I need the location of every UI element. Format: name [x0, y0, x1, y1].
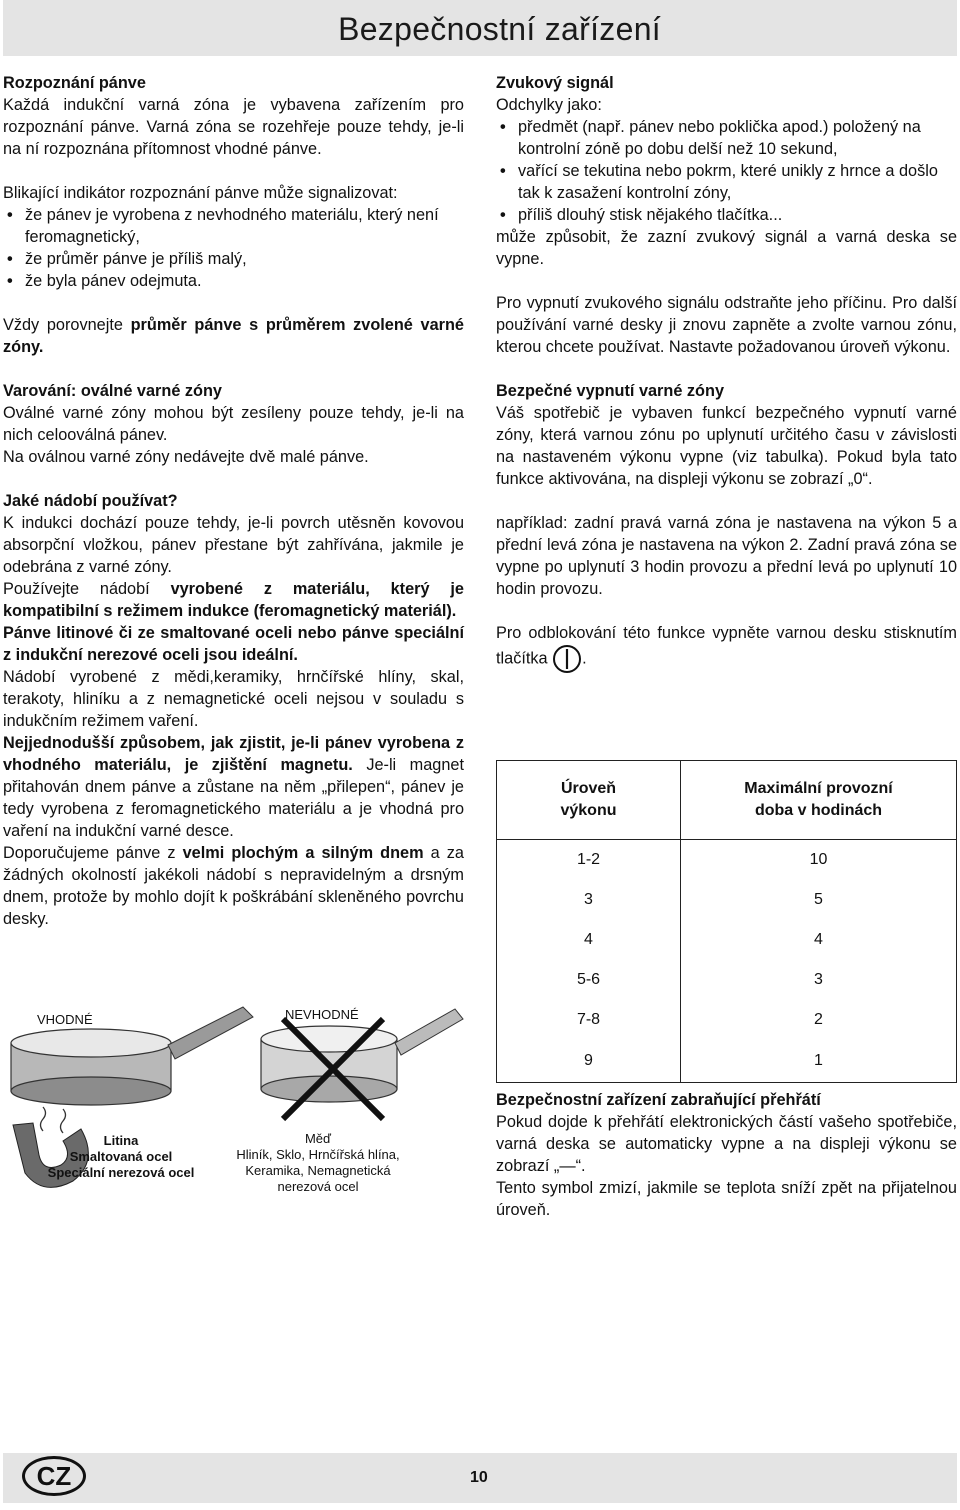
compare-pre: Vždy porovnejte [3, 316, 131, 334]
list-item: • předmět (např. pánev nebo poklička apod.) položený na kontrolní zóně po dobu delší než 10 sekund, [496, 116, 957, 160]
pan-detect-title: Rozpoznání pánve [3, 74, 146, 92]
material-item: Hliník, Sklo, Hrnčířská hlína, [236, 1147, 400, 1162]
oval-text-1: Oválné varné zóny mohou být zesíleny pouze tehdy, je-li na nich celooválná pánev. [3, 404, 464, 444]
cookware-title: Jaké nádobí používat? [3, 492, 178, 510]
cookware-use [3, 578, 464, 622]
unlock-post: . [582, 649, 587, 668]
list-item: • že byla pánev odejmuta. [3, 270, 464, 292]
blink-list [3, 204, 464, 292]
suitable-materials [33, 1133, 209, 1181]
oval-title: Varování: oválné varné zóny [3, 382, 222, 400]
sound-title: Zvukový signál [496, 74, 614, 92]
blink-intro: Blikající indikátor rozpoznání pánve může signalizovat: [3, 184, 398, 202]
material-item: Speciální nerezová ocel [47, 1165, 195, 1180]
oval-text-2: Na oválnou varné zóny nedávejte dvě malé pánve. [3, 448, 369, 466]
safety-text: Váš spotřebič je vybaven funkcí bezpečného vypnutí varné zóny, která varnou zónu po uplynutí určitého času v závislosti na nastaveném výkonu vypne (viz tabulka). Pokud byla tato funkce aktivována, na displeji výkonu se zobrazí „0“. [496, 404, 957, 488]
power-button-icon [552, 644, 582, 674]
magnet-bold: Nejjednodušší způsobem, jak zjistit, je-li pánev vyrobena z vhodného materiálu, je zjištění magnetu. [3, 734, 464, 774]
list-item: • že průměr pánve je příliš malý, [3, 248, 464, 270]
cookware-cast: Pánve litinové či ze smaltované oceli nebo pánve speciální z indukční nerezové oceli jsou ideální. [3, 624, 464, 664]
table-row: 3 5 [497, 880, 957, 920]
cookware-figure [3, 995, 464, 1195]
material-item: Měď [304, 1131, 332, 1146]
material-item: Keramika, Nemagnetická [245, 1163, 391, 1178]
page-number: 10 [470, 1469, 488, 1486]
unlock-pre: Pro odblokování této funkce vypněte varnou desku stisknutím tlačítka [496, 624, 957, 668]
list-item: • příliš dlouhý stisk nějakého tlačítka... [496, 204, 957, 226]
page-header [3, 0, 957, 56]
overheat-text-2: Tento symbol zmizí, jakmile se teplota sníží zpět na přijatelnou úroveň. [496, 1179, 957, 1219]
power-time-table [496, 760, 957, 1083]
safety-title: Bezpečné vypnutí varné zóny [496, 382, 725, 400]
left-column [3, 72, 464, 930]
magnet-test [3, 732, 464, 842]
unlock-text [496, 622, 957, 674]
cookware-copper: Nádobí vyrobené z mědi,keramiky, hrnčířské hlíny, skal, terakoty, hliníku a z nemagnetické oceli nejsou v souladu s indukčním režimem vaření. [3, 668, 464, 730]
header-power: Úroveň výkonu [497, 761, 681, 840]
flat-bold: velmi plochým a silným dnem [182, 844, 424, 862]
unsuitable-materials [213, 1131, 423, 1195]
cookware-text-1: K indukci dochází pouze tehdy, je-li povrch utěsněn kovovou absorpční vložkou, pánev přestane být zahřívána, jakmile je odebrána z varné zóny. [3, 514, 464, 576]
table-row: 9 1 [497, 1040, 957, 1083]
cookware-use-pre: Používejte nádobí [3, 580, 171, 598]
suitable-pan-icon [11, 1007, 253, 1133]
page-title: Bezpečnostní zařízení [338, 11, 661, 47]
overheat-title: Bezpečnostní zařízení zabraňující přehřátí [496, 1091, 821, 1109]
country-badge: CZ [22, 1456, 86, 1496]
list-item: • že pánev je vyrobena z nevhodného materiálu, který není feromagnetický, [3, 204, 464, 248]
flat-pre: Doporučujeme pánve z [3, 844, 183, 862]
table-row: 4 4 [497, 920, 957, 960]
list-item: • vařící se tekutina nebo pokrm, které unikly z hrnce a došlo tak k zasažení kontrolní zóny, [496, 160, 957, 204]
unsuitable-label: NEVHODNÉ [285, 1007, 359, 1022]
material-item: Litina [103, 1133, 139, 1148]
table-header-row [497, 761, 957, 840]
example-text: například: zadní pravá varná zóna je nastavena na výkon 5 a přední levá zóna je nastavena na výkon 2. Zadní pravá zóna se vypne po uplynutí 3 hodin provozu a přední levá po uplynutí 10 hodin provozu. [496, 514, 957, 598]
sound-intro: Odchylky jako: [496, 96, 602, 114]
table-row: 1-2 10 [497, 840, 957, 881]
flat-post: a za žádných okolností jakékoli nádobí s nepravidelným a drsným dnem, protože by mohlo dojít k poškrábání skleněného povrchu desky. [3, 844, 464, 928]
magnet-text: Je-li magnet přitahován dnem pánve a zůstane na něm „přilepen“, pánev je tedy vyrobena z feromagnetického materiálu a je vhodná pro vaření na indukční varné desce. [3, 756, 464, 840]
overheat-section [496, 1089, 957, 1221]
suitable-label: VHODNÉ [37, 1012, 93, 1027]
compare-bold: průměr pánve s průměrem zvolené varné zóny. [3, 316, 464, 356]
unsuitable-pan-icon [261, 1009, 463, 1102]
overheat-text-1: Pokud dojde k přehřátí elektronických částí vašeho spotřebiče, varná deska se automaticky vypne a na displeji výkonu se zobrazí „—“. [496, 1113, 957, 1175]
material-item: nerezová ocel [277, 1179, 359, 1194]
compare-note [3, 314, 464, 358]
cookware-use-bold: vyrobené z materiálu, který je kompatibilní s režimem indukce (feromagnetický materiál). [3, 580, 464, 620]
sound-list [496, 116, 957, 226]
material-item: Smaltovaná ocel [69, 1149, 173, 1164]
flat-bottom-note [3, 842, 464, 930]
sound-fix: Pro vypnutí zvukového signálu odstraňte jeho příčinu. Pro další používání varné desky ji znovu zapněte a zvolte varnou zónu, kterou chcete používat. Nastavte požadovanou úroveň výkonu. [496, 294, 957, 356]
table-row: 7-8 2 [497, 1000, 957, 1040]
sound-result: může způsobit, že zazní zvukový signál a varná deska se vypne. [496, 228, 957, 268]
right-column [496, 72, 957, 674]
table-row: 5-6 3 [497, 960, 957, 1000]
pan-detect-text: Každá indukční varná zóna je vybavena zařízením pro rozpoznání pánve. Varná zóna se rozehřeje pouze tehdy, je-li na ní rozpoznána přítomnost vhodné pánve. [3, 96, 464, 158]
header-time: Maximální provozní doba v hodinách [681, 761, 957, 840]
